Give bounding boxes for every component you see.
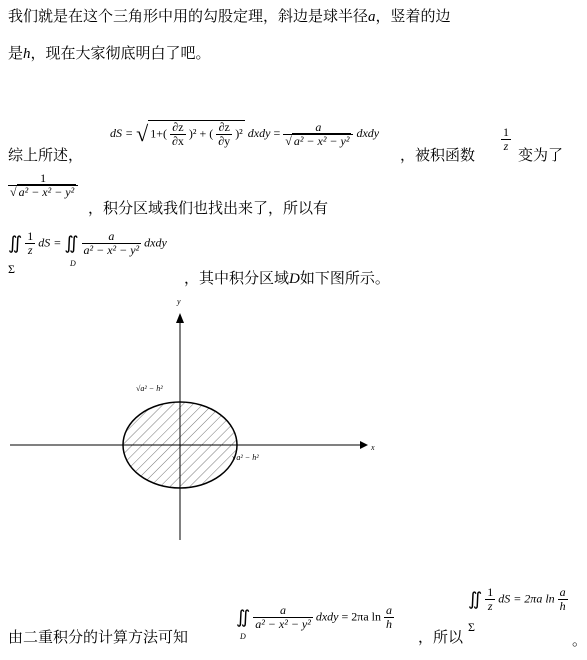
D-label: D bbox=[70, 259, 76, 268]
text-span: )² bbox=[235, 126, 243, 141]
sigma: Σ bbox=[8, 262, 15, 276]
fraction bbox=[501, 126, 511, 153]
double-integral-sign: ∬ bbox=[468, 589, 483, 609]
text-span: 1+( bbox=[150, 126, 167, 141]
one-over-z bbox=[501, 126, 511, 153]
frac-den: h bbox=[386, 617, 392, 631]
dxdy: dxdy bbox=[144, 235, 167, 250]
a-over-h bbox=[558, 586, 568, 613]
text-span: ，积分区域我们也找出来了，所以有 bbox=[88, 199, 329, 217]
a-over-expr bbox=[253, 604, 313, 631]
text-span: 综上所述， bbox=[8, 146, 84, 164]
double-integral-sign: ∬ bbox=[64, 233, 79, 253]
dS-label: dS = bbox=[110, 125, 134, 140]
a-over-expr bbox=[82, 230, 142, 257]
D-subscript bbox=[240, 632, 246, 641]
frac-den: z bbox=[501, 139, 511, 153]
integration-region-diagram bbox=[0, 290, 587, 550]
frac-num: 1 bbox=[503, 125, 509, 139]
fraction bbox=[8, 172, 78, 199]
frac-num: a bbox=[315, 119, 322, 134]
double-integral-result bbox=[236, 604, 394, 631]
frac-den: h bbox=[559, 599, 566, 613]
frac-num: 1 bbox=[27, 229, 34, 243]
frac-num: a bbox=[108, 229, 115, 243]
D-label: D bbox=[240, 632, 246, 641]
partial-z-x bbox=[170, 121, 186, 148]
text-span: 是 bbox=[8, 44, 24, 62]
so-text bbox=[418, 627, 463, 647]
text-span: 我们就是在这个三角形中用的勾股定理，斜边是球半径 bbox=[8, 7, 369, 25]
text-span: ，现在大家彻底明白了吧。 bbox=[30, 44, 211, 62]
x-axis-arrow bbox=[360, 441, 368, 449]
paragraph-2-line-3 bbox=[184, 268, 390, 289]
var-a: a bbox=[368, 9, 376, 25]
double-integral-sign: ∬ bbox=[8, 233, 23, 253]
text-span: 如下图所示。 bbox=[299, 269, 390, 287]
var-D: D bbox=[289, 271, 300, 287]
sigma: Σ bbox=[468, 620, 475, 634]
text-span: ，其中积分区域 bbox=[184, 269, 290, 287]
frac-num: a bbox=[559, 585, 566, 599]
one-over-z bbox=[25, 230, 35, 257]
a-over-h bbox=[384, 604, 394, 631]
double-integral-sign: ∬ bbox=[236, 607, 251, 627]
a-over-sqrt bbox=[283, 121, 353, 148]
dxdy: dxdy bbox=[356, 125, 380, 140]
result-text: = 2πa ln bbox=[341, 609, 381, 624]
text-span: ，被积函数 bbox=[400, 146, 476, 164]
paragraph-1-line-1 bbox=[8, 6, 451, 27]
dxdy: dxdy bbox=[315, 609, 339, 624]
sqrt-radicand bbox=[148, 120, 245, 148]
y-axis-arrow bbox=[176, 313, 184, 323]
period bbox=[572, 630, 587, 650]
frac-den: √ a² − x² − y² bbox=[283, 134, 353, 148]
radius-label-y: √a² − h² bbox=[136, 384, 163, 393]
frac-num: a bbox=[386, 603, 392, 617]
frac-den: a² − x² − y² bbox=[83, 243, 140, 257]
text-span: 由二重积分的计算方法可知 bbox=[8, 628, 189, 646]
text-span: ，所以 bbox=[418, 628, 464, 646]
frac-num: ∂z bbox=[218, 120, 230, 134]
D-subscript bbox=[70, 259, 76, 268]
dS-label: dS = bbox=[38, 235, 62, 250]
denominator-text: a² − x² − y² bbox=[293, 133, 350, 148]
partial-z-y bbox=[216, 121, 232, 148]
var-h: h bbox=[23, 46, 31, 62]
text-span: 。 bbox=[572, 631, 587, 649]
frac-den: z bbox=[485, 599, 495, 613]
surface-element-formula bbox=[110, 120, 379, 148]
frac-num: a bbox=[280, 603, 287, 617]
text-span: ，竖着的边 bbox=[375, 7, 451, 25]
paragraph-1-line-2 bbox=[8, 43, 211, 64]
frac-den: z bbox=[25, 243, 35, 257]
radius-label-x: √a² − h² bbox=[232, 453, 259, 462]
frac-num: ∂z bbox=[172, 120, 184, 134]
sigma-subscript bbox=[468, 620, 475, 635]
frac-num: 1 bbox=[487, 585, 494, 599]
new-integrand bbox=[8, 172, 78, 199]
frac-den: √ a² − x² − y² bbox=[8, 185, 78, 199]
surface-integral bbox=[8, 230, 167, 257]
final-result bbox=[468, 586, 568, 613]
frac-den: ∂x bbox=[171, 134, 184, 148]
integrand-text bbox=[400, 145, 475, 165]
paragraph-2-prefix bbox=[8, 145, 83, 165]
denominator-text: a² − x² − y² bbox=[18, 185, 75, 199]
conclusion-text bbox=[8, 627, 188, 647]
one-over-z bbox=[485, 586, 495, 613]
frac-den: a² − x² − y² bbox=[255, 617, 311, 631]
paragraph-2-line-2 bbox=[88, 198, 328, 218]
text-span: 变为了 bbox=[518, 146, 564, 164]
sqrt-sign: √ bbox=[136, 121, 149, 146]
text-span: )² + ( bbox=[188, 126, 214, 141]
becomes-text bbox=[518, 145, 563, 165]
final-text: dS = 2πa ln bbox=[498, 591, 555, 606]
y-axis-label: y bbox=[177, 297, 181, 306]
sigma-subscript bbox=[8, 262, 15, 277]
frac-num: 1 bbox=[40, 171, 47, 185]
frac-den: ∂y bbox=[218, 134, 231, 148]
equals: = bbox=[273, 125, 281, 140]
x-axis-label: x bbox=[371, 443, 375, 452]
dxdy: dxdy bbox=[247, 125, 271, 140]
